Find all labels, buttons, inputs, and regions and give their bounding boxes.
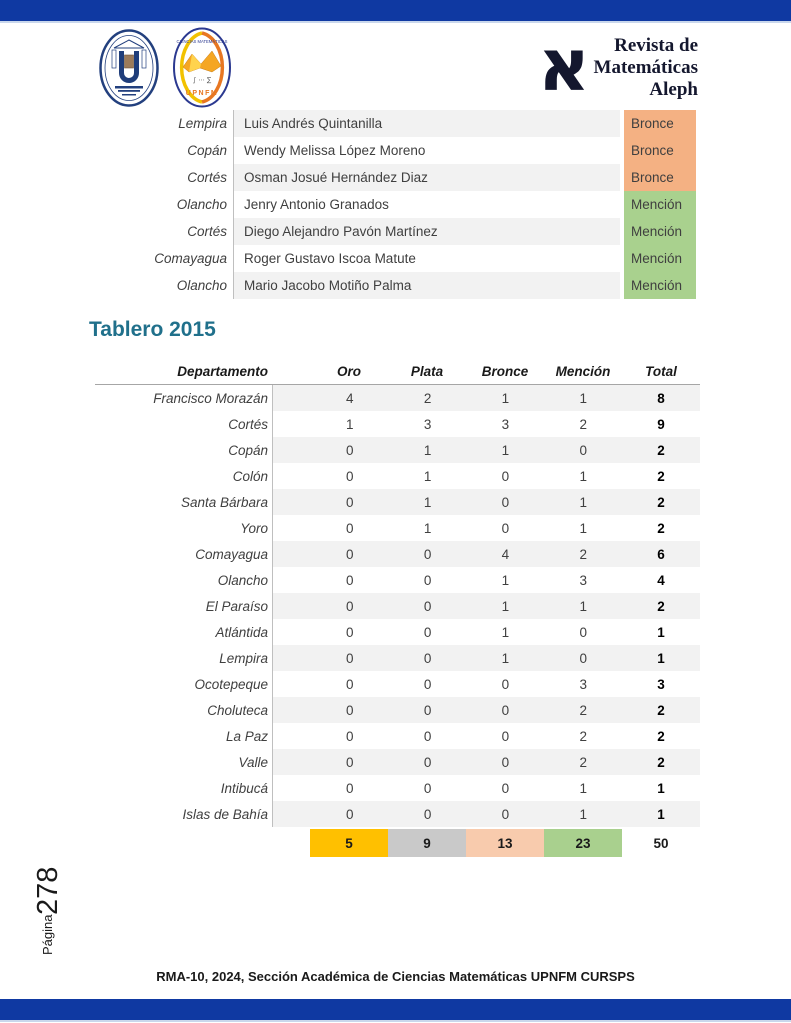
medal-table-row: [95, 437, 700, 463]
bronce-value-cell: 0: [501, 468, 510, 484]
medal-values-band: [272, 463, 700, 489]
medal-department-cell: Atlántida: [215, 624, 268, 640]
medal-values-band: [272, 385, 700, 411]
oro-value-cell: 0: [346, 546, 354, 562]
plata-value-cell: 3: [423, 416, 432, 432]
award-type-cell: Mención: [624, 218, 696, 245]
page-number: [32, 790, 65, 955]
medal-department-cell: Valle: [238, 754, 268, 770]
bronce-value-cell: 0: [501, 494, 510, 510]
total-value-cell: 2: [657, 728, 665, 744]
bronce-value-cell: 1: [501, 572, 510, 588]
award-winner-name-cell: Wendy Melissa López Moreno: [233, 137, 620, 164]
bronce-value-cell: 0: [501, 520, 510, 536]
bronce-value-cell: 0: [501, 780, 510, 796]
medal-values-band: [272, 541, 700, 567]
bronce-value-cell: 0: [501, 754, 510, 770]
medal-department-cell: Colón: [232, 468, 268, 484]
oro-value-cell: 0: [346, 702, 354, 718]
medal-table-totals-row: [95, 829, 700, 857]
medal-table: [95, 359, 700, 857]
mencion-value-cell: 1: [579, 598, 587, 614]
medal-table-row: [95, 385, 700, 411]
bottom-accent-line: [0, 1020, 791, 1022]
medal-values-band: [272, 801, 700, 827]
medal-values-band: [272, 593, 700, 619]
oro-value-cell: 0: [346, 468, 354, 484]
medal-table-row: [95, 749, 700, 775]
totals-spacer: [272, 829, 310, 857]
award-type-cell: Bronce: [624, 110, 696, 137]
footer-citation: RMA-10, 2024, Sección Académica de Ciencias Matemáticas UPNFM CURSPS: [156, 969, 635, 984]
section-title: Tablero 2015: [89, 318, 216, 341]
plata-value-cell: 0: [423, 572, 432, 588]
medal-table-row: [95, 567, 700, 593]
plata-value-cell: 2: [423, 390, 432, 406]
university-seal-icon: [99, 29, 159, 107]
journal-title: [594, 35, 698, 101]
mencion-value-cell: 1: [579, 390, 587, 406]
oro-value-cell: 4: [346, 390, 354, 406]
plata-value-cell: 0: [423, 780, 432, 796]
medal-department-cell: Yoro: [240, 520, 268, 536]
header-plata: Plata: [410, 364, 444, 379]
total-value-cell: 2: [657, 598, 665, 614]
medal-department-cell: Ocotepeque: [194, 676, 268, 692]
award-type-cell: Bronce: [624, 164, 696, 191]
plata-value-cell: 0: [423, 598, 432, 614]
medal-values-band: [272, 697, 700, 723]
mathematics-section-icon: [172, 27, 232, 108]
total-value-cell: 9: [657, 416, 665, 432]
award-department-cell: Olancho: [176, 278, 227, 293]
medal-table-row: [95, 645, 700, 671]
bronce-value-cell: 1: [501, 650, 510, 666]
total-value-cell: 4: [657, 572, 665, 588]
award-winner-name-cell: Diego Alejandro Pavón Martínez: [233, 218, 620, 245]
bronce-value-cell: 0: [501, 676, 510, 692]
medal-values-band: [272, 619, 700, 645]
total-value-cell: 2: [657, 442, 665, 458]
oro-value-cell: 1: [346, 416, 354, 432]
medal-values-band: [272, 645, 700, 671]
header-oro: Oro: [336, 364, 361, 379]
header-bronce: Bronce: [481, 364, 529, 379]
plata-value-cell: 1: [423, 442, 432, 458]
plata-value-cell: 0: [423, 546, 432, 562]
total-value-cell: 2: [657, 468, 665, 484]
header-departamento: Departamento: [177, 364, 268, 379]
awards-table-row: [100, 191, 700, 218]
oro-value-cell: 0: [346, 650, 354, 666]
award-winner-name-cell: Mario Jacobo Motiño Palma: [233, 272, 620, 299]
medal-table-header-row: [95, 359, 700, 385]
bronce-value-cell: 4: [501, 546, 510, 562]
total-value-cell: 2: [657, 754, 665, 770]
medal-values-band: [272, 437, 700, 463]
medal-department-cell: Olancho: [217, 572, 268, 588]
total-value-cell: 2: [657, 520, 665, 536]
total-value-cell: 1: [657, 806, 665, 822]
bronce-value-cell: 3: [501, 416, 510, 432]
award-type-cell: Mención: [624, 191, 696, 218]
totals-bronce-cell: 13: [466, 829, 544, 857]
header-mencion: Mención: [555, 364, 611, 379]
oro-value-cell: 0: [346, 572, 354, 588]
awards-table-row: [100, 245, 700, 272]
award-winner-name-cell: Osman Josué Hernández Diaz: [233, 164, 620, 191]
medal-department-cell: Choluteca: [207, 702, 268, 718]
svg-text:UPNFM: UPNFM: [185, 90, 219, 97]
medal-table-row: [95, 671, 700, 697]
medal-values-band: [272, 411, 700, 437]
medal-department-cell: Comayagua: [195, 546, 268, 562]
bronce-value-cell: 0: [501, 728, 510, 744]
medal-table-row: [95, 775, 700, 801]
page-number-label: Página: [40, 914, 55, 955]
oro-value-cell: 0: [346, 676, 354, 692]
mencion-value-cell: 2: [579, 416, 587, 432]
journal-title-line3: Aleph: [649, 79, 698, 100]
awards-table-row: [100, 164, 700, 191]
award-department-cell: Cortés: [187, 170, 227, 185]
oro-value-cell: 0: [346, 806, 354, 822]
medal-department-cell: Islas de Bahía: [182, 806, 268, 822]
awards-table-row: [100, 272, 700, 299]
oro-value-cell: 0: [346, 728, 354, 744]
medal-values-band: [272, 567, 700, 593]
award-type-cell: Mención: [624, 245, 696, 272]
medal-table-row: [95, 515, 700, 541]
awards-table-row: [100, 218, 700, 245]
total-value-cell: 2: [657, 702, 665, 718]
total-value-cell: 1: [657, 624, 665, 640]
medal-values-band: [272, 749, 700, 775]
page-number-value: 278: [32, 866, 64, 915]
mencion-value-cell: 2: [579, 702, 587, 718]
top-accent-line: [0, 21, 791, 23]
mencion-value-cell: 1: [579, 468, 587, 484]
bronce-value-cell: 1: [501, 442, 510, 458]
plata-value-cell: 0: [423, 728, 432, 744]
award-winner-name-cell: Luis Andrés Quintanilla: [233, 110, 620, 137]
mencion-value-cell: 3: [579, 676, 587, 692]
svg-text:∫ ⋯ ∑: ∫ ⋯ ∑: [192, 76, 212, 84]
bronce-value-cell: 0: [501, 702, 510, 718]
plata-value-cell: 1: [423, 494, 432, 510]
plata-value-cell: 0: [423, 650, 432, 666]
medal-table-row: [95, 697, 700, 723]
mencion-value-cell: 2: [579, 728, 587, 744]
award-department-cell: Lempira: [178, 116, 227, 131]
totals-oro-cell: 5: [310, 829, 388, 857]
medal-table-row: [95, 489, 700, 515]
totals-mencion-cell: 23: [544, 829, 622, 857]
awards-table-row: [100, 137, 700, 164]
svg-text:CIENCIAS MATEMÁTICAS: CIENCIAS MATEMÁTICAS: [176, 39, 228, 44]
medal-department-cell: Santa Bárbara: [180, 494, 268, 510]
oro-value-cell: 0: [346, 780, 354, 796]
plata-value-cell: 0: [423, 754, 432, 770]
medal-table-row: [95, 619, 700, 645]
medal-values-band: [272, 723, 700, 749]
plata-value-cell: 0: [423, 624, 432, 640]
award-type-cell: Bronce: [624, 137, 696, 164]
medal-department-cell: La Paz: [225, 728, 268, 744]
totals-empty-cell: [95, 829, 272, 857]
total-value-cell: 6: [657, 546, 665, 562]
totals-total-cell: 50: [653, 835, 669, 851]
medal-values-band: [272, 671, 700, 697]
total-value-cell: 2: [657, 494, 665, 510]
bottom-blue-bar: [0, 999, 791, 1020]
total-value-cell: 8: [657, 390, 665, 406]
plata-value-cell: 1: [423, 468, 432, 484]
mencion-value-cell: 0: [579, 442, 587, 458]
mencion-value-cell: 1: [579, 494, 587, 510]
mencion-value-cell: 0: [579, 650, 587, 666]
medal-department-cell: Lempira: [219, 650, 268, 666]
medal-department-cell: El Paraíso: [205, 598, 268, 614]
bronce-value-cell: 1: [501, 390, 510, 406]
total-value-cell: 1: [657, 650, 665, 666]
medal-table-row: [95, 723, 700, 749]
medal-department-cell: Intibucá: [220, 780, 268, 796]
top-blue-bar: [0, 0, 791, 21]
plata-value-cell: 0: [423, 676, 432, 692]
bronce-value-cell: 1: [501, 624, 510, 640]
mencion-value-cell: 1: [579, 780, 587, 796]
aleph-symbol: א: [537, 23, 591, 107]
bronce-value-cell: 0: [501, 806, 510, 822]
journal-title-line2: Matemáticas: [593, 57, 698, 78]
awards-table: [100, 110, 700, 299]
medal-table-body: [95, 385, 700, 827]
total-value-cell: 3: [657, 676, 665, 692]
mencion-value-cell: 2: [579, 754, 587, 770]
award-department-cell: Cortés: [187, 224, 227, 239]
medal-department-cell: Copán: [228, 442, 268, 458]
medal-department-cell: Francisco Morazán: [153, 390, 268, 406]
medal-table-row: [95, 541, 700, 567]
medal-table-row: [95, 593, 700, 619]
awards-table-row: [100, 110, 700, 137]
mathematics-section-logo: [172, 27, 232, 108]
medal-department-cell: Cortés: [228, 416, 268, 432]
medal-table-row: [95, 463, 700, 489]
mencion-value-cell: 1: [579, 520, 587, 536]
oro-value-cell: 0: [346, 624, 354, 640]
header-total: Total: [645, 364, 677, 379]
total-value-cell: 1: [657, 780, 665, 796]
medal-values-band: [272, 515, 700, 541]
medal-table-row: [95, 801, 700, 827]
award-department-cell: Copán: [187, 143, 227, 158]
oro-value-cell: 0: [346, 598, 354, 614]
oro-value-cell: 0: [346, 520, 354, 536]
mencion-value-cell: 3: [579, 572, 587, 588]
medal-values-band: [272, 489, 700, 515]
university-seal-logo: [99, 29, 159, 107]
totals-plata-cell: 9: [388, 829, 466, 857]
award-department-cell: Olancho: [176, 197, 227, 212]
mencion-value-cell: 2: [579, 546, 587, 562]
plata-value-cell: 0: [423, 702, 432, 718]
plata-value-cell: 0: [423, 806, 432, 822]
oro-value-cell: 0: [346, 494, 354, 510]
award-department-cell: Comayagua: [154, 251, 227, 266]
mencion-value-cell: 1: [579, 806, 587, 822]
award-winner-name-cell: Roger Gustavo Iscoa Matute: [233, 245, 620, 272]
journal-title-line1: Revista de: [614, 35, 698, 56]
bronce-value-cell: 1: [501, 598, 510, 614]
mencion-value-cell: 0: [579, 624, 587, 640]
oro-value-cell: 0: [346, 754, 354, 770]
plata-value-cell: 1: [423, 520, 432, 536]
medal-values-band: [272, 775, 700, 801]
oro-value-cell: 0: [346, 442, 354, 458]
award-type-cell: Mención: [624, 272, 696, 299]
medal-table-row: [95, 411, 700, 437]
award-winner-name-cell: Jenry Antonio Granados: [233, 191, 620, 218]
